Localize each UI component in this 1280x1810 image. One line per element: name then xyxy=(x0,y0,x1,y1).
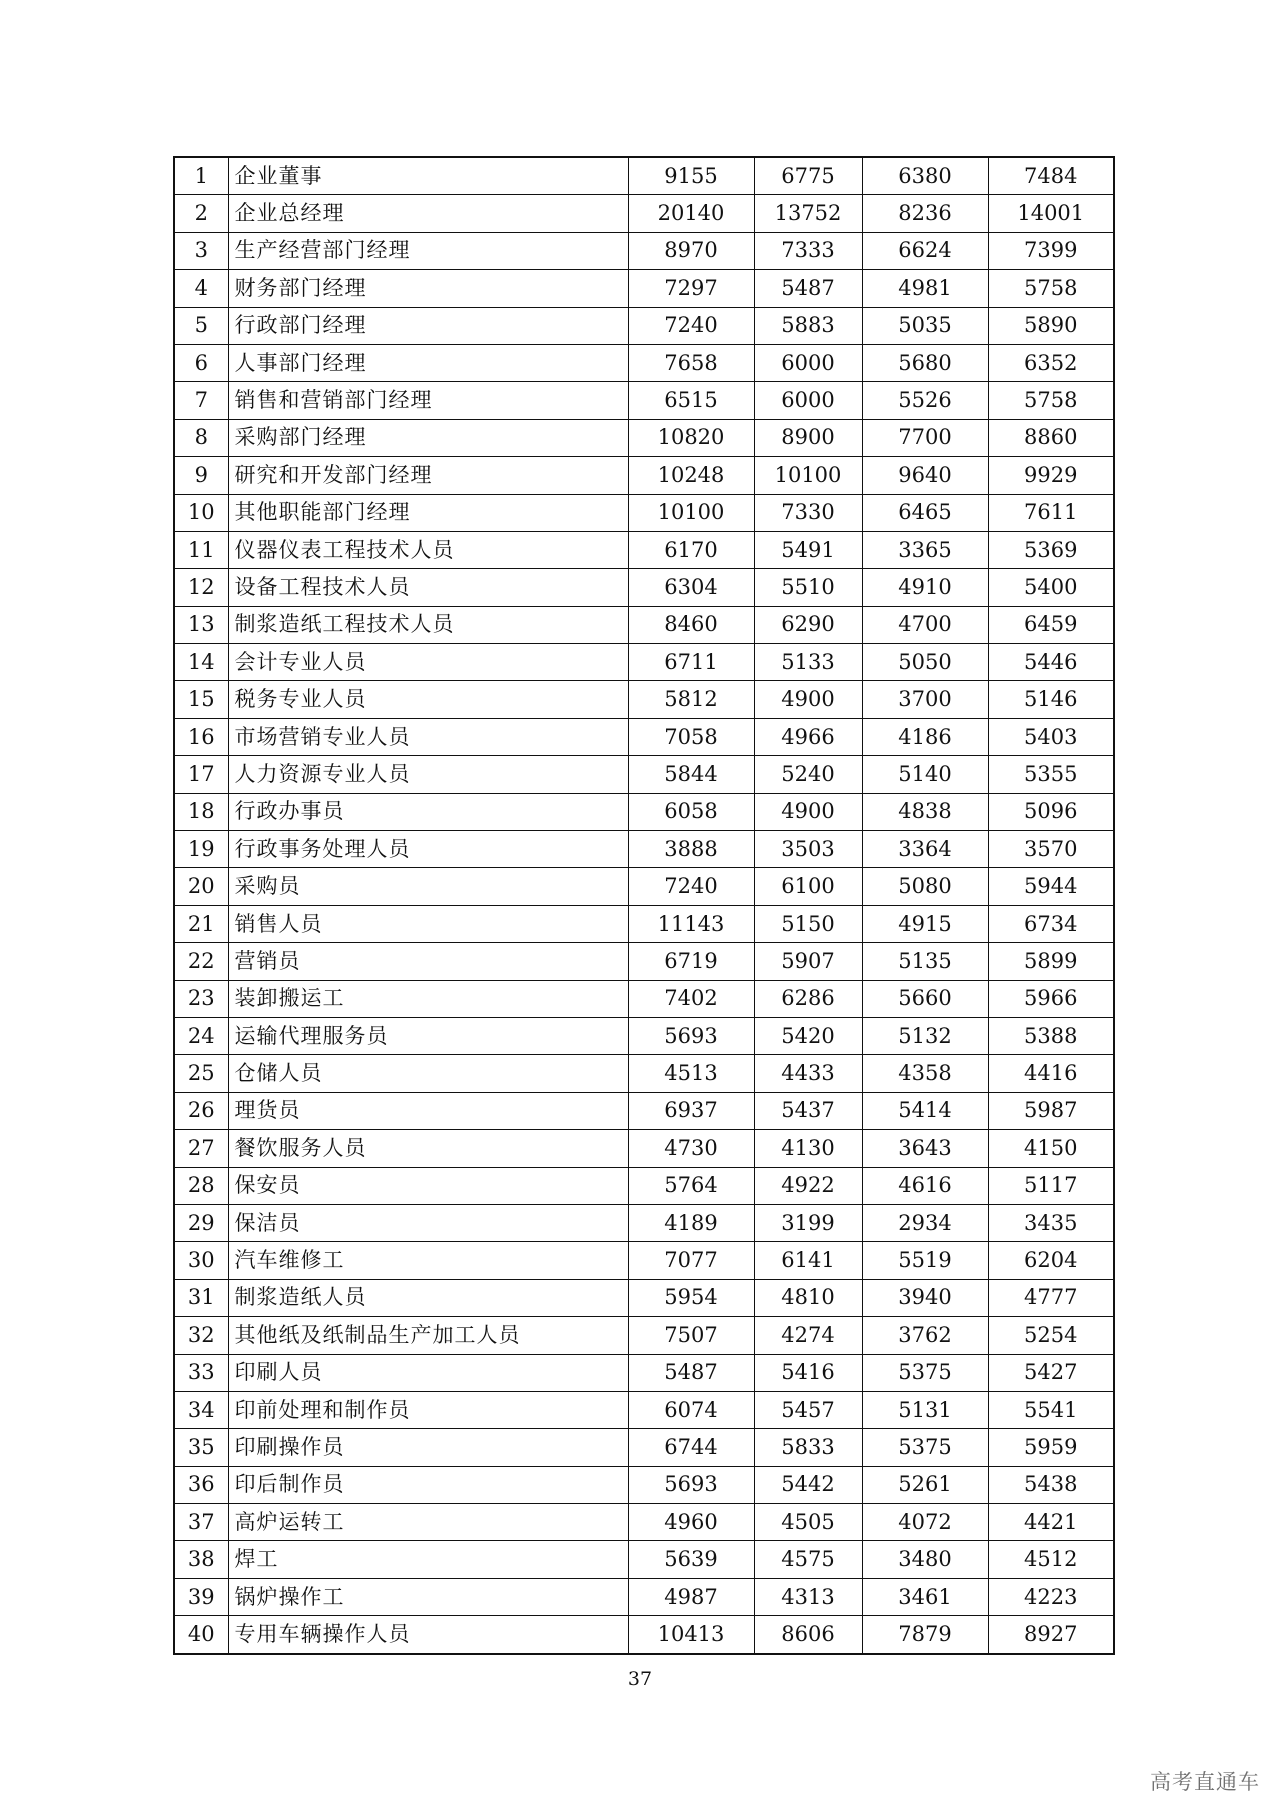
value-cell-4: 5899 xyxy=(988,943,1114,980)
value-cell-3: 6465 xyxy=(862,494,988,531)
value-cell-1: 5487 xyxy=(628,1354,754,1391)
value-cell-2: 5133 xyxy=(754,644,862,681)
table-row xyxy=(174,1130,1114,1167)
watermark-text: 高考直通车 xyxy=(1150,1770,1260,1794)
table-row xyxy=(174,307,1114,344)
table-row xyxy=(174,569,1114,606)
row-number-cell: 19 xyxy=(174,831,228,868)
value-cell-3: 5131 xyxy=(862,1391,988,1428)
value-cell-3: 3480 xyxy=(862,1541,988,1578)
occupation-cell: 会计专业人员 xyxy=(228,644,628,681)
row-number-cell: 7 xyxy=(174,382,228,419)
occupation-cell: 汽车维修工 xyxy=(228,1242,628,1279)
value-cell-4: 4223 xyxy=(988,1578,1114,1615)
value-cell-2: 4810 xyxy=(754,1279,862,1316)
occupation-cell: 其他纸及纸制品生产加工人员 xyxy=(228,1317,628,1354)
value-cell-1: 5812 xyxy=(628,681,754,718)
value-cell-3: 5261 xyxy=(862,1466,988,1503)
row-number-cell: 22 xyxy=(174,943,228,980)
value-cell-4: 5369 xyxy=(988,531,1114,568)
value-cell-2: 5416 xyxy=(754,1354,862,1391)
occupation-cell: 保洁员 xyxy=(228,1204,628,1241)
value-cell-1: 7297 xyxy=(628,270,754,307)
occupation-cell: 保安员 xyxy=(228,1167,628,1204)
value-cell-3: 4910 xyxy=(862,569,988,606)
row-number-cell: 39 xyxy=(174,1578,228,1615)
row-number-cell: 23 xyxy=(174,980,228,1017)
row-number-cell: 6 xyxy=(174,344,228,381)
table-row xyxy=(174,382,1114,419)
table-row xyxy=(174,1017,1114,1054)
value-cell-3: 6380 xyxy=(862,157,988,195)
table-row xyxy=(174,793,1114,830)
value-cell-2: 5150 xyxy=(754,905,862,942)
table-row xyxy=(174,1504,1114,1541)
value-cell-2: 5907 xyxy=(754,943,862,980)
value-cell-2: 5442 xyxy=(754,1466,862,1503)
table-row xyxy=(174,943,1114,980)
row-number-cell: 29 xyxy=(174,1204,228,1241)
occupation-cell: 行政部门经理 xyxy=(228,307,628,344)
value-cell-3: 3364 xyxy=(862,831,988,868)
occupation-cell: 理货员 xyxy=(228,1092,628,1129)
value-cell-3: 4186 xyxy=(862,718,988,755)
value-cell-2: 5240 xyxy=(754,756,862,793)
value-cell-3: 9640 xyxy=(862,457,988,494)
value-cell-3: 4981 xyxy=(862,270,988,307)
value-cell-3: 3700 xyxy=(862,681,988,718)
value-cell-1: 9155 xyxy=(628,157,754,195)
row-number-cell: 13 xyxy=(174,606,228,643)
value-cell-4: 4150 xyxy=(988,1130,1114,1167)
value-cell-1: 6074 xyxy=(628,1391,754,1428)
row-number-cell: 11 xyxy=(174,531,228,568)
value-cell-3: 2934 xyxy=(862,1204,988,1241)
value-cell-4: 5959 xyxy=(988,1429,1114,1466)
occupation-cell: 印刷人员 xyxy=(228,1354,628,1391)
value-cell-2: 6775 xyxy=(754,157,862,195)
occupation-cell: 行政事务处理人员 xyxy=(228,831,628,868)
salary-table xyxy=(173,156,1115,1655)
value-cell-2: 5833 xyxy=(754,1429,862,1466)
value-cell-4: 7484 xyxy=(988,157,1114,195)
value-cell-1: 5954 xyxy=(628,1279,754,1316)
value-cell-3: 5375 xyxy=(862,1354,988,1391)
row-number-cell: 21 xyxy=(174,905,228,942)
row-number-cell: 14 xyxy=(174,644,228,681)
table-row xyxy=(174,1429,1114,1466)
occupation-cell: 市场营销专业人员 xyxy=(228,718,628,755)
value-cell-2: 5437 xyxy=(754,1092,862,1129)
value-cell-2: 4900 xyxy=(754,793,862,830)
value-cell-4: 7611 xyxy=(988,494,1114,531)
value-cell-2: 4900 xyxy=(754,681,862,718)
value-cell-1: 8970 xyxy=(628,232,754,269)
row-number-cell: 28 xyxy=(174,1167,228,1204)
value-cell-2: 6000 xyxy=(754,344,862,381)
value-cell-4: 5096 xyxy=(988,793,1114,830)
table-row xyxy=(174,1055,1114,1092)
occupation-cell: 锅炉操作工 xyxy=(228,1578,628,1615)
row-number-cell: 4 xyxy=(174,270,228,307)
value-cell-3: 4700 xyxy=(862,606,988,643)
value-cell-1: 4189 xyxy=(628,1204,754,1241)
value-cell-1: 4730 xyxy=(628,1130,754,1167)
occupation-cell: 专用车辆操作人员 xyxy=(228,1616,628,1654)
value-cell-4: 4777 xyxy=(988,1279,1114,1316)
value-cell-3: 7700 xyxy=(862,419,988,456)
row-number-cell: 24 xyxy=(174,1017,228,1054)
row-number-cell: 38 xyxy=(174,1541,228,1578)
table-row xyxy=(174,1204,1114,1241)
value-cell-3: 5140 xyxy=(862,756,988,793)
value-cell-4: 5758 xyxy=(988,382,1114,419)
value-cell-4: 5758 xyxy=(988,270,1114,307)
row-number-cell: 20 xyxy=(174,868,228,905)
value-cell-4: 14001 xyxy=(988,195,1114,232)
value-cell-1: 6719 xyxy=(628,943,754,980)
row-number-cell: 18 xyxy=(174,793,228,830)
row-number-cell: 35 xyxy=(174,1429,228,1466)
value-cell-2: 5510 xyxy=(754,569,862,606)
occupation-cell: 制浆造纸人员 xyxy=(228,1279,628,1316)
occupation-cell: 生产经营部门经理 xyxy=(228,232,628,269)
occupation-cell: 税务专业人员 xyxy=(228,681,628,718)
value-cell-4: 4512 xyxy=(988,1541,1114,1578)
value-cell-3: 4838 xyxy=(862,793,988,830)
table-row xyxy=(174,831,1114,868)
value-cell-1: 4960 xyxy=(628,1504,754,1541)
value-cell-4: 7399 xyxy=(988,232,1114,269)
occupation-cell: 研究和开发部门经理 xyxy=(228,457,628,494)
occupation-cell: 营销员 xyxy=(228,943,628,980)
salary-table-body xyxy=(174,157,1114,1654)
table-row xyxy=(174,1279,1114,1316)
value-cell-1: 8460 xyxy=(628,606,754,643)
value-cell-1: 6744 xyxy=(628,1429,754,1466)
row-number-cell: 10 xyxy=(174,494,228,531)
table-row xyxy=(174,531,1114,568)
value-cell-4: 5890 xyxy=(988,307,1114,344)
row-number-cell: 26 xyxy=(174,1092,228,1129)
value-cell-4: 5388 xyxy=(988,1017,1114,1054)
value-cell-3: 5050 xyxy=(862,644,988,681)
value-cell-4: 3435 xyxy=(988,1204,1114,1241)
value-cell-3: 5035 xyxy=(862,307,988,344)
value-cell-3: 7879 xyxy=(862,1616,988,1654)
table-row xyxy=(174,344,1114,381)
table-row xyxy=(174,606,1114,643)
value-cell-1: 7507 xyxy=(628,1317,754,1354)
occupation-cell: 仪器仪表工程技术人员 xyxy=(228,531,628,568)
occupation-cell: 其他职能部门经理 xyxy=(228,494,628,531)
value-cell-1: 7240 xyxy=(628,868,754,905)
value-cell-1: 4513 xyxy=(628,1055,754,1092)
row-number-cell: 8 xyxy=(174,419,228,456)
value-cell-2: 4433 xyxy=(754,1055,862,1092)
value-cell-4: 5987 xyxy=(988,1092,1114,1129)
value-cell-1: 7058 xyxy=(628,718,754,755)
value-cell-3: 4072 xyxy=(862,1504,988,1541)
table-row xyxy=(174,457,1114,494)
value-cell-1: 5639 xyxy=(628,1541,754,1578)
value-cell-4: 5400 xyxy=(988,569,1114,606)
table-row xyxy=(174,681,1114,718)
value-cell-1: 6058 xyxy=(628,793,754,830)
value-cell-2: 4274 xyxy=(754,1317,862,1354)
table-row xyxy=(174,1616,1114,1654)
value-cell-1: 7658 xyxy=(628,344,754,381)
table-row xyxy=(174,1391,1114,1428)
occupation-cell: 餐饮服务人员 xyxy=(228,1130,628,1167)
table-row xyxy=(174,1167,1114,1204)
value-cell-2: 4130 xyxy=(754,1130,862,1167)
value-cell-4: 6459 xyxy=(988,606,1114,643)
row-number-cell: 9 xyxy=(174,457,228,494)
occupation-cell: 销售和营销部门经理 xyxy=(228,382,628,419)
table-row xyxy=(174,195,1114,232)
table-row xyxy=(174,1466,1114,1503)
value-cell-2: 6000 xyxy=(754,382,862,419)
occupation-cell: 装卸搬运工 xyxy=(228,980,628,1017)
value-cell-1: 4987 xyxy=(628,1578,754,1615)
value-cell-1: 10820 xyxy=(628,419,754,456)
occupation-cell: 焊工 xyxy=(228,1541,628,1578)
value-cell-2: 7330 xyxy=(754,494,862,531)
value-cell-4: 3570 xyxy=(988,831,1114,868)
value-cell-3: 5660 xyxy=(862,980,988,1017)
value-cell-4: 4416 xyxy=(988,1055,1114,1092)
occupation-cell: 财务部门经理 xyxy=(228,270,628,307)
table-row xyxy=(174,1092,1114,1129)
value-cell-4: 8860 xyxy=(988,419,1114,456)
value-cell-2: 4505 xyxy=(754,1504,862,1541)
value-cell-1: 3888 xyxy=(628,831,754,868)
table-row xyxy=(174,1317,1114,1354)
value-cell-2: 5420 xyxy=(754,1017,862,1054)
value-cell-3: 5080 xyxy=(862,868,988,905)
value-cell-3: 5526 xyxy=(862,382,988,419)
table-row xyxy=(174,868,1114,905)
value-cell-4: 4421 xyxy=(988,1504,1114,1541)
occupation-cell: 人事部门经理 xyxy=(228,344,628,381)
value-cell-1: 6304 xyxy=(628,569,754,606)
occupation-cell: 印刷操作员 xyxy=(228,1429,628,1466)
value-cell-4: 5117 xyxy=(988,1167,1114,1204)
row-number-cell: 1 xyxy=(174,157,228,195)
value-cell-4: 6734 xyxy=(988,905,1114,942)
table-row xyxy=(174,1242,1114,1279)
row-number-cell: 25 xyxy=(174,1055,228,1092)
value-cell-2: 10100 xyxy=(754,457,862,494)
value-cell-2: 6100 xyxy=(754,868,862,905)
value-cell-2: 4966 xyxy=(754,718,862,755)
row-number-cell: 16 xyxy=(174,718,228,755)
table-row xyxy=(174,980,1114,1017)
value-cell-4: 6352 xyxy=(988,344,1114,381)
value-cell-3: 5680 xyxy=(862,344,988,381)
row-number-cell: 17 xyxy=(174,756,228,793)
value-cell-2: 4922 xyxy=(754,1167,862,1204)
value-cell-1: 10100 xyxy=(628,494,754,531)
value-cell-3: 6624 xyxy=(862,232,988,269)
row-number-cell: 37 xyxy=(174,1504,228,1541)
table-row xyxy=(174,718,1114,755)
table-row xyxy=(174,157,1114,195)
value-cell-2: 8900 xyxy=(754,419,862,456)
value-cell-4: 6204 xyxy=(988,1242,1114,1279)
table-row xyxy=(174,1354,1114,1391)
occupation-cell: 高炉运转工 xyxy=(228,1504,628,1541)
value-cell-1: 5844 xyxy=(628,756,754,793)
table-row xyxy=(174,644,1114,681)
value-cell-3: 4915 xyxy=(862,905,988,942)
value-cell-1: 6937 xyxy=(628,1092,754,1129)
table-row xyxy=(174,232,1114,269)
value-cell-1: 6515 xyxy=(628,382,754,419)
value-cell-1: 7402 xyxy=(628,980,754,1017)
value-cell-2: 6290 xyxy=(754,606,862,643)
row-number-cell: 33 xyxy=(174,1354,228,1391)
row-number-cell: 30 xyxy=(174,1242,228,1279)
occupation-cell: 印前处理和制作员 xyxy=(228,1391,628,1428)
value-cell-4: 8927 xyxy=(988,1616,1114,1654)
value-cell-1: 20140 xyxy=(628,195,754,232)
value-cell-1: 5693 xyxy=(628,1466,754,1503)
value-cell-3: 4616 xyxy=(862,1167,988,1204)
occupation-cell: 运输代理服务员 xyxy=(228,1017,628,1054)
value-cell-1: 10248 xyxy=(628,457,754,494)
row-number-cell: 27 xyxy=(174,1130,228,1167)
value-cell-4: 5541 xyxy=(988,1391,1114,1428)
value-cell-4: 5427 xyxy=(988,1354,1114,1391)
row-number-cell: 15 xyxy=(174,681,228,718)
value-cell-1: 7077 xyxy=(628,1242,754,1279)
value-cell-2: 5491 xyxy=(754,531,862,568)
row-number-cell: 40 xyxy=(174,1616,228,1654)
value-cell-3: 5132 xyxy=(862,1017,988,1054)
row-number-cell: 12 xyxy=(174,569,228,606)
value-cell-3: 4358 xyxy=(862,1055,988,1092)
table-row xyxy=(174,1541,1114,1578)
value-cell-1: 10413 xyxy=(628,1616,754,1654)
value-cell-4: 5966 xyxy=(988,980,1114,1017)
value-cell-2: 7333 xyxy=(754,232,862,269)
value-cell-1: 11143 xyxy=(628,905,754,942)
value-cell-4: 5944 xyxy=(988,868,1114,905)
value-cell-3: 3940 xyxy=(862,1279,988,1316)
value-cell-4: 5355 xyxy=(988,756,1114,793)
value-cell-4: 9929 xyxy=(988,457,1114,494)
value-cell-4: 5446 xyxy=(988,644,1114,681)
value-cell-1: 6711 xyxy=(628,644,754,681)
value-cell-4: 5438 xyxy=(988,1466,1114,1503)
occupation-cell: 企业总经理 xyxy=(228,195,628,232)
occupation-cell: 采购员 xyxy=(228,868,628,905)
value-cell-4: 5254 xyxy=(988,1317,1114,1354)
table-row xyxy=(174,419,1114,456)
value-cell-2: 3199 xyxy=(754,1204,862,1241)
value-cell-3: 8236 xyxy=(862,195,988,232)
value-cell-3: 3365 xyxy=(862,531,988,568)
page-number: 37 xyxy=(627,1668,653,1690)
table-row xyxy=(174,1578,1114,1615)
row-number-cell: 3 xyxy=(174,232,228,269)
table-row xyxy=(174,270,1114,307)
value-cell-1: 7240 xyxy=(628,307,754,344)
value-cell-2: 4313 xyxy=(754,1578,862,1615)
row-number-cell: 32 xyxy=(174,1317,228,1354)
occupation-cell: 印后制作员 xyxy=(228,1466,628,1503)
value-cell-1: 5693 xyxy=(628,1017,754,1054)
value-cell-3: 5135 xyxy=(862,943,988,980)
value-cell-3: 3461 xyxy=(862,1578,988,1615)
occupation-cell: 销售人员 xyxy=(228,905,628,942)
table-row xyxy=(174,494,1114,531)
occupation-cell: 采购部门经理 xyxy=(228,419,628,456)
occupation-cell: 企业董事 xyxy=(228,157,628,195)
row-number-cell: 5 xyxy=(174,307,228,344)
occupation-cell: 设备工程技术人员 xyxy=(228,569,628,606)
value-cell-3: 3762 xyxy=(862,1317,988,1354)
table-row xyxy=(174,756,1114,793)
value-cell-3: 5519 xyxy=(862,1242,988,1279)
value-cell-1: 6170 xyxy=(628,531,754,568)
value-cell-2: 5883 xyxy=(754,307,862,344)
row-number-cell: 36 xyxy=(174,1466,228,1503)
value-cell-2: 8606 xyxy=(754,1616,862,1654)
table-row xyxy=(174,905,1114,942)
value-cell-2: 6141 xyxy=(754,1242,862,1279)
row-number-cell: 34 xyxy=(174,1391,228,1428)
value-cell-2: 13752 xyxy=(754,195,862,232)
value-cell-4: 5146 xyxy=(988,681,1114,718)
occupation-cell: 人力资源专业人员 xyxy=(228,756,628,793)
value-cell-2: 4575 xyxy=(754,1541,862,1578)
occupation-cell: 仓储人员 xyxy=(228,1055,628,1092)
value-cell-2: 6286 xyxy=(754,980,862,1017)
value-cell-1: 5764 xyxy=(628,1167,754,1204)
occupation-cell: 行政办事员 xyxy=(228,793,628,830)
value-cell-2: 3503 xyxy=(754,831,862,868)
value-cell-4: 5403 xyxy=(988,718,1114,755)
value-cell-3: 3643 xyxy=(862,1130,988,1167)
value-cell-3: 5414 xyxy=(862,1092,988,1129)
occupation-cell: 制浆造纸工程技术人员 xyxy=(228,606,628,643)
row-number-cell: 2 xyxy=(174,195,228,232)
value-cell-3: 5375 xyxy=(862,1429,988,1466)
row-number-cell: 31 xyxy=(174,1279,228,1316)
value-cell-2: 5457 xyxy=(754,1391,862,1428)
value-cell-2: 5487 xyxy=(754,270,862,307)
